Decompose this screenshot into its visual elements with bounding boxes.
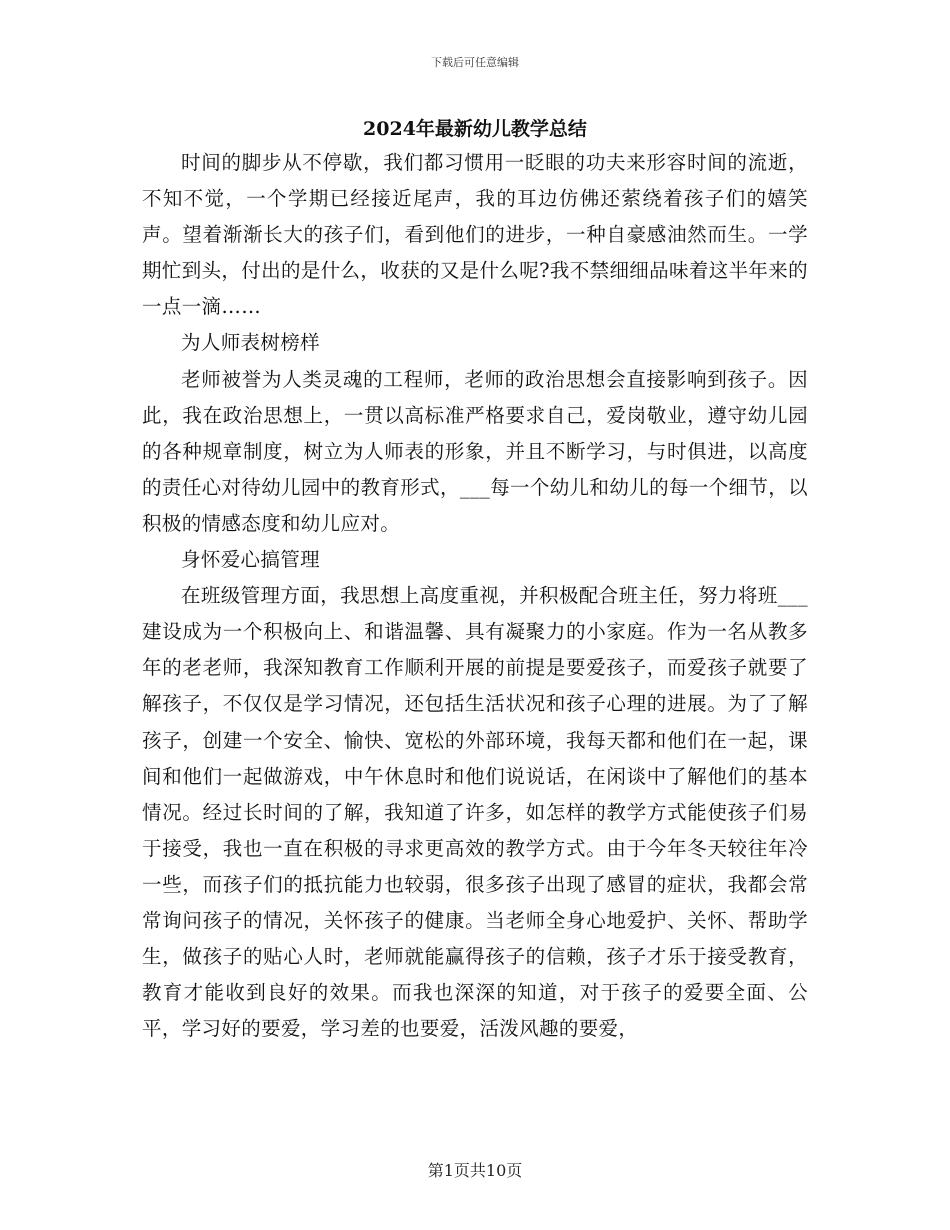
intro-paragraph: 时间的脚步从不停歇，我们都习惯用一眨眼的功夫来形容时间的流逝，不知不觉，一个学期已经接近尾声，我的耳边仿佛还萦绕着孩子们的嬉笑声。望着渐渐长大的孩子们，看到他们的进步，一种自豪感油然而生。一学期忙到头，付出的是什么，收获的又是什么呢?我不禁细细品味着这半年来的一点一滴…… <box>142 151 808 319</box>
document-body <box>142 145 808 1047</box>
header-note: 下载后可任意编辑 <box>431 56 519 69</box>
section-heading-role-model: 为人师表树榜样 <box>181 331 320 355</box>
document-title: 2024年最新幼儿教学总结 <box>363 118 587 140</box>
role-model-paragraph: 老师被誉为人类灵魂的工程师，老师的政治思想会直接影响到孩子。因此，我在政治思想上，一贯以高标准严格要求自己，爱岗敬业，遵守幼儿园的各种规章制度，树立为人师表的形象，并且不断学习，与时俱进，以高度的责任心对待幼儿园中的教育形式，___每一个幼儿和幼儿的每一个细节，以积极的情感态度和幼儿应对。 <box>142 367 808 535</box>
section-heading-class-management: 身怀爱心搞管理 <box>181 548 320 572</box>
class-management-paragraph: 在班级管理方面，我思想上高度重视，并积极配合班主任，努力将班___建设成为一个积极向上、和谐温馨、具有凝聚力的小家庭。作为一名从教多年的老老师，我深知教育工作顺利开展的前提是要爱孩子，而爱孩子就要了解孩子，不仅仅是学习情况，还包括生活状况和孩子心理的进展。为了了解孩子，创建一个安全、愉快、宽松的外部环境，我每天都和他们在一起，课间和他们一起做游戏，中午休息时和他们说说话，在闲谈中了解他们的基本情况。经过长时间的了解，我知道了许多，如怎样的教学方式能使孩子们易于接受，我也一直在积极的寻求更高效的教学方式。由于今年冬天较往年冷一些，而孩子们的抵抗能力也较弱，很多孩子出现了感冒的症状，我都会常常询问孩子的情况，关怀孩子的健康。当老师全身心地爱护、关怀、帮助学生，做孩子的贴心人时，老师就能赢得孩子的信赖，孩子才乐于接受教育，教育才能收到良好的效果。而我也深深的知道，对于孩子的爱要全面、公平，学习好的要爱，学习差的也要爱，活泼风趣的要爱， <box>142 584 808 1041</box>
page-indicator: 第1页共10页 <box>427 1161 523 1180</box>
